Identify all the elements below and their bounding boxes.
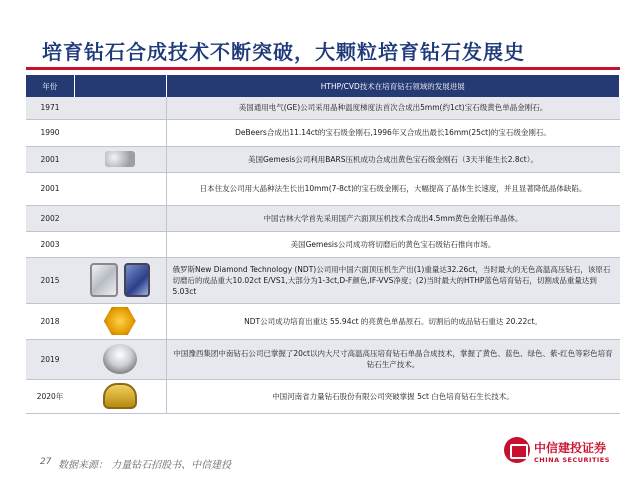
row-image-cell [74, 205, 166, 231]
yellow-crystal-icon [103, 383, 137, 409]
row-image-cell [74, 172, 166, 205]
row-image-cell [74, 97, 166, 119]
row-year: 2001 [26, 146, 74, 172]
row-desc: DeBeers合成出11.14ct的宝石级金刚石,1996年又合成出最长16mm(25ct)的宝石级金刚石。 [166, 119, 620, 146]
table-row [26, 146, 620, 172]
row-year: 2018 [26, 303, 74, 339]
row-image-cell [74, 379, 166, 413]
row-desc: 日本住友公司用大晶种法生长出10mm(7-8ct)的宝石级金刚石，大幅提高了晶体生长速度，并且显著降低晶体缺陷。 [166, 172, 620, 205]
table-row [26, 205, 620, 231]
development-table [26, 75, 620, 414]
row-desc: 中国吉林大学首先采用国产六面顶压机技术合成出4.5mm黄色金刚石单晶体。 [166, 205, 620, 231]
row-desc: 美国通用电气(GE)公司采用晶种温度梯度法首次合成出5mm(约1ct)宝石级黄色单晶金刚石。 [166, 97, 620, 119]
row-image-cell [74, 303, 166, 339]
row-desc: 中国河南省力量钻石股份有限公司突破掌握 5ct 白色培育钻石生长技术。 [166, 379, 620, 413]
table-row [26, 97, 620, 119]
row-desc: 中国豫西集团中南钻石公司已掌握了20ct以内大尺寸高温高压培育钻石单晶合成技术，掌握了黄色、蓝色、绿色、紫-红色等彩色培育钻石生产技术。 [166, 339, 620, 379]
row-year: 1990 [26, 119, 74, 146]
page-number: 27 [40, 457, 52, 467]
row-year: 1971 [26, 97, 74, 119]
row-year: 2015 [26, 257, 74, 303]
row-year: 2002 [26, 205, 74, 231]
logo-english-name: CHINA SECURITIES [534, 456, 610, 464]
table-row [26, 257, 620, 303]
diamond-ring-icon [103, 344, 137, 374]
row-year: 2020年 [26, 379, 74, 413]
row-year: 2003 [26, 231, 74, 257]
blue-diamond-icon [124, 263, 150, 297]
rough-diamonds-icon [105, 151, 135, 167]
china-securities-logo-icon [504, 437, 530, 463]
title-divider [26, 67, 620, 70]
table-row [26, 231, 620, 257]
source-note: 数据来源： 力量钻石招股书、中信建投 [58, 460, 232, 471]
page-title: 培育钻石合成技术不断突破，大颗粒培育钻石发展史 [42, 40, 525, 64]
header-desc: HTHP/CVD技术在培育钻石领域的发展进展 [166, 75, 620, 97]
row-image-cell [74, 146, 166, 172]
table-row [26, 379, 620, 413]
table-row [26, 339, 620, 379]
row-image-cell [74, 339, 166, 379]
row-image-cell [74, 257, 166, 303]
row-desc: 美国Gemesis公司成功将切磨后的黄色宝石级钻石推向市场。 [166, 231, 620, 257]
table-row [26, 172, 620, 205]
header-year: 年份 [26, 75, 74, 97]
emerald-cut-diamond-icon [90, 263, 118, 297]
table-row [26, 303, 620, 339]
logo-chinese-name: 中信建投证券 [534, 441, 607, 455]
yellow-diamond-icon [104, 307, 136, 335]
table-row [26, 119, 620, 146]
header-image [74, 75, 166, 97]
row-desc: NDT公司成功培育出重达 55.94ct 的亮黄色单晶原石。切割后的成品钻石重达 20.22ct。 [166, 303, 620, 339]
row-desc: 美国Gemesis公司利用BARS压机成功合成出黄色宝石级金刚石（3天半能生长2.8ct）。 [166, 146, 620, 172]
row-year: 2001 [26, 172, 74, 205]
row-year: 2019 [26, 339, 74, 379]
row-desc: 俄罗斯New Diamond Technology (NDT)公司用中国六面顶压机生产出(1)重量达32.26ct，当时最大的无色高温高压钻石，该原石切磨后的成品重大10.02ct E/VS1,大部分为1-3ct,D-F颜色,IF-VVS净度；(2)当时最大的HTHP蓝色培育钻石，切割成品重量达到5.03ct [166, 257, 620, 303]
table-header-row [26, 75, 620, 97]
row-image-cell [74, 119, 166, 146]
row-image-cell [74, 231, 166, 257]
